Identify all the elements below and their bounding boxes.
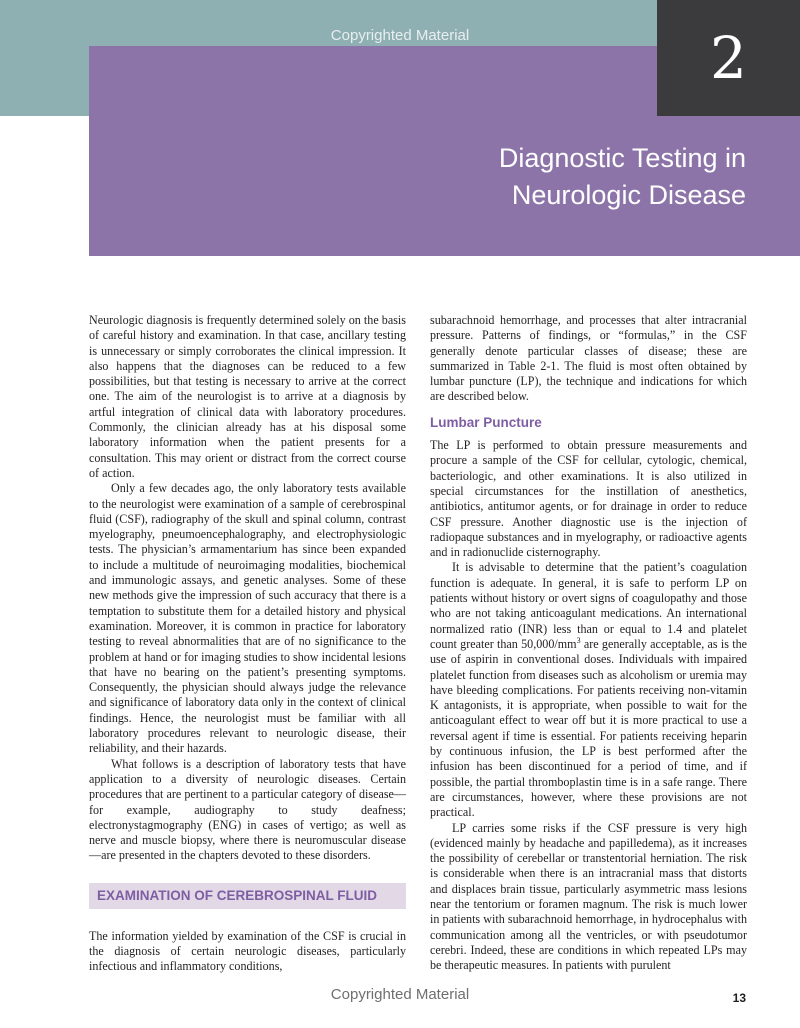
section-heading-csf: EXAMINATION OF CEREBROSPINAL FLUID xyxy=(89,883,406,909)
paragraph-text: It is advisable to determine that the patient’s coagulation function is adequate. In general, it is safe to perform LP on patients without history or overt signs of coagulopathy and those who are not taking anticoagulant medications. An international normalized ratio (INR) less than or equal to 1.4 and platelet count greater than 50,000/mm xyxy=(430,560,747,651)
chapter-title-line2: Neurologic Disease xyxy=(511,180,746,210)
paragraph: subarachnoid hemorrhage, and processes that alter intracranial pressure. Patterns of findings, or “formulas,” in the CSF generally denote particular classes of disease; these are summarized in Table 2-1. The fluid is most often obtained by lumbar puncture (LP), the technique and indications for which are described below. xyxy=(430,313,747,404)
right-column xyxy=(430,313,747,973)
chapter-number: 2 xyxy=(657,0,800,116)
paragraph: The information yielded by examination of the CSF is crucial in the diagnosis of certain neurologic diseases, particularly infectious and inflammatory conditions, xyxy=(89,928,406,974)
paragraph-text: are generally acceptable, as is the use of aspirin in conventional doses. Individuals with impaired platelet function from diseases such as alcoholism or uremia may have bleeding complications. For patients receiving non-vitamin K antagonists, it is appropriate, when possible to wait for the anticoagulant effect to wear off but it is more practical to use a reversal agent if time is essential. For patients receiving heparin by continuous infusion, the LP is best performed after the infusion has been discontinued for a period of time, and if possible, the partial thromboplastin time is in a safe range. There are circumstances, however, where these provisions are not practical. xyxy=(430,636,747,820)
watermark-bottom: Copyrighted Material xyxy=(330,986,470,1003)
page-number: 13 xyxy=(732,991,746,1005)
left-column xyxy=(89,313,406,975)
paragraph: What follows is a description of laboratory tests that have application to a diversity of neurologic diseases. Certain procedures that are pertinent to a particular category of disease—for example, audiography to study deafness; electronystagmography (ENG) in cases of vertigo; as well as nerve and muscle biopsy, where there is neuromuscular disease—are presented in the chapters devoted to these disorders. xyxy=(89,756,406,863)
superscript: 3 xyxy=(576,635,581,645)
paragraph: Only a few decades ago, the only laboratory tests available to the neurologist were examination of a sample of cerebrospinal fluid (CSF), radiography of the skull and spinal column, contrast myelography, pneumoencephalography, and electrophysiologic tests. The physician’s armamentarium has since been expanded to include a multitude of neuroimaging modalities, biochemical and immunologic assays, and genetic analyses. Some of these new methods give the impression of such accuracy that there is a temptation to substitute them for a detailed history and physical examination. Moreover, it is common in practice for laboratory testing to reveal abnormalities that are of no significance to the problem at hand or for imaging studies to show incidental lesions that have no bearing on the patient’s presenting symptoms. Consequently, the physician should always judge the relevance and significance of laboratory data only in the context of clinical findings. Hence, the neurologist must be familiar with all laboratory procedures relevant to neurologic disease, their reliability, and their hazards. xyxy=(89,481,406,756)
paragraph: The LP is performed to obtain pressure measurements and procure a sample of the CSF for cellular, cytologic, chemical, bacteriologic, and other examinations. It is also utilized in special circumstances for the instillation of anesthetics, antibiotics, antitumor agents, or for drainage in order to reduce CSF pressure. Another diagnostic use is the injection of radiopaque substances and in myelography, or radioactive agents and in radionuclide cisternography. xyxy=(430,438,747,560)
chapter-title xyxy=(499,140,746,214)
chapter-title-line1: Diagnostic Testing in xyxy=(498,143,746,173)
watermark-top: Copyrighted Material xyxy=(330,27,470,44)
subheading-lumbar-puncture: Lumbar Puncture xyxy=(430,414,542,430)
paragraph: Neurologic diagnosis is frequently determined solely on the basis of careful history and examination. In that case, ancillary testing is unnecessary or simply corroborates the clinical impression. It also happens that the diagnoses can be reduced to a few possibilities, but that testing is necessary to arrive at the correct one. The aim of the neurologist is to arrive at a diagnosis by artful integration of clinical data with laboratory procedures. Commonly, the clinician already has at his disposal some laboratory information when the patient presents for a consultation. This may orient or distract from the correct course of action. xyxy=(89,313,406,480)
paragraph: LP carries some risks if the CSF pressure is very high (evidenced mainly by headache and papilledema), as it increases the possibility of cerebellar or transtentorial herniation. The risk is considerable when there is an intracranial mass that distorts and displaces brain tissue, particularly asymmetric mass lesions near the tentorium or foramen magnum. The risk is much lower in patients with subarachnoid hemorrhage, in hydrocephalus with communication among all the ventricles, or with pseudotumor cerebri. Indeed, these are conditions in which repeated LPs may be therapeutic measures. In patients with purulent xyxy=(430,820,747,973)
paragraph xyxy=(430,560,747,820)
